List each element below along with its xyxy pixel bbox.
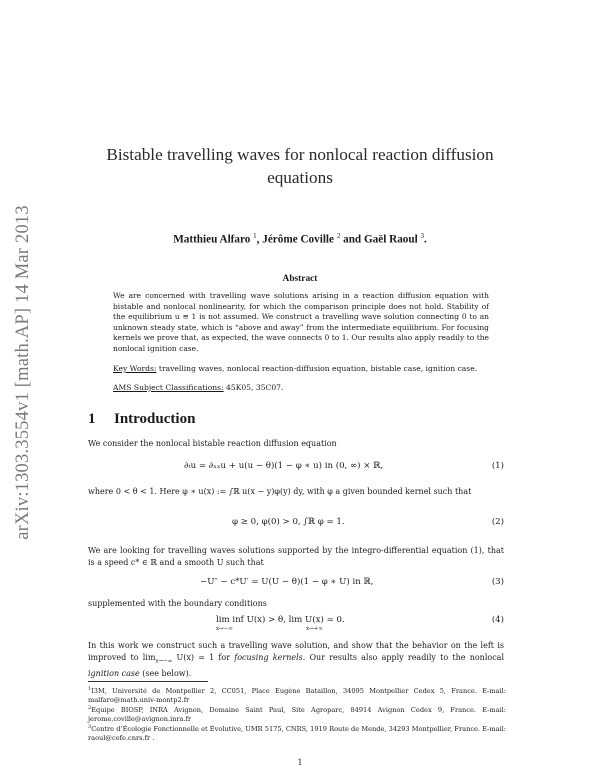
authors-separator: , — [256, 233, 263, 246]
equation-3 — [88, 577, 504, 591]
author-name: Matthieu Alfaro — [173, 233, 251, 246]
footnote-separator — [88, 681, 208, 682]
equation-4-subscript-left: x→−∞ — [216, 626, 233, 632]
equation-4-subscript-right: x→+∞ — [306, 626, 323, 632]
arxiv-identifier — [8, 180, 38, 565]
where-paragraph: where 0 < θ < 1. Here φ ∗ u(x) := ∫ℝ u(x − y)φ(y) dy, with φ a given bounded kernel such that — [88, 487, 472, 496]
equation-2-body: φ ≥ 0, φ(0) > 0, ∫ℝ φ = 1. — [232, 517, 345, 527]
footnote-mark: 3 — [88, 724, 92, 730]
ams-text: 45K05, 35C07. — [223, 383, 284, 392]
footnote-text: Equipe BIOSP, INRA Avignon, Domaine Saint Paul, Site Agroparc, 84914 Avignon Cedex 9, France. E-mail: jerome.coville@avignon.inra.fr — [88, 706, 506, 724]
equation-4-body: lim inf U(x) > θ, lim U(x) = 0. — [216, 615, 345, 625]
footnote-text: I3M, Université de Montpellier 2, CC051, Place Eugène Bataillon, 34095 Montpellier Cedex 5, France. E-mail: malfaro@math.univ-montp2.fr — [88, 687, 506, 705]
travelling-wave-paragraph: We are looking for travelling waves solutions supported by the integro-differential equation (1), that is a speed c* ∈ ℝ and a smooth U such that — [88, 546, 504, 567]
section-heading — [88, 411, 195, 428]
author-name: Jérôme Coville — [262, 233, 335, 246]
focusing-kernels-term: focusing kernels — [234, 652, 303, 662]
equation-1 — [88, 461, 504, 475]
section-number: 1 — [88, 411, 96, 427]
results-text: (see below). — [139, 669, 192, 679]
footnote — [88, 685, 506, 706]
equation-4 — [88, 615, 504, 637]
equation-1-number: (1) — [491, 461, 504, 471]
author-affiliation-mark: 1 — [253, 232, 257, 240]
equation-4-number: (4) — [491, 615, 504, 625]
author-name: Gaël Raoul — [363, 233, 418, 246]
keywords-label: Key Words: — [113, 364, 157, 373]
ams-classification — [113, 383, 513, 392]
ignition-case-term: ignition case — [88, 669, 140, 679]
keywords — [113, 364, 513, 373]
authors-line — [90, 232, 510, 246]
footnote — [88, 704, 506, 725]
equation-2 — [88, 517, 504, 531]
equation-3-number: (3) — [491, 577, 504, 587]
section-title: Introduction — [114, 411, 196, 427]
equation-1-body: ∂ₜu = ∂ₓₓu + u(u − θ)(1 − φ ∗ u) in (0, ∞) × ℝ, — [184, 461, 384, 471]
intro-paragraph: We consider the nonlocal bistable reaction diffusion equation — [88, 439, 337, 448]
arxiv-identifier-text: arXiv:1303.3554v1 [math.AP] 14 Mar 2013 — [12, 205, 33, 540]
results-text: In this work we construct such a travelling wave solution, and show that the behavior on the left is improved to lim — [88, 641, 504, 662]
results-paragraph — [88, 640, 504, 680]
author-affiliation-mark: 2 — [336, 232, 341, 240]
equation-3-body: −U″ − c*U′ = U(U − θ)(1 − φ ∗ U) in ℝ, — [200, 577, 374, 587]
authors-separator: and — [340, 233, 364, 246]
author-affiliation-mark: 3 — [420, 232, 425, 240]
equation-2-number: (2) — [491, 517, 504, 527]
limit-subscript: x→−∞ — [155, 658, 173, 665]
boundary-conditions-paragraph: supplemented with the boundary conditions — [88, 599, 267, 608]
abstract-heading: Abstract — [282, 274, 318, 284]
footnote-mark: 1 — [88, 686, 92, 692]
footnote — [88, 723, 506, 744]
authors-separator: . — [424, 233, 427, 246]
footnote-mark: 2 — [88, 705, 92, 711]
ams-label: AMS Subject Classifications: — [113, 383, 224, 392]
results-text: . Our results also apply readily to the nonlocal — [302, 652, 504, 662]
footnote-text: Centre d’Écologie Fonctionnelle et Évolutive, UMR 5175, CNRS, 1919 Route de Mende, 34293 Montpellier, France. E-mail: raoul@cefe.cnrs.fr . — [88, 725, 506, 743]
abstract-text: We are concerned with travelling wave solutions arising in a reaction diffusion equation with bistable and nonlocal nonlinearity, for which the comparison principle does not hold. Stability of the equilibrium u ≡ 1 is not assumed. We construct a travelling wave solution connecting 0 to an unknown steady state, which is “above and away” from the intermediate equilibrium. For focusing kernels we prove that, as expected, the wave connects 0 to 1. Our results also apply readily to the nonlocal ignition case. — [113, 291, 489, 353]
page-number: 1 — [297, 758, 303, 767]
paper-title: Bistable travelling waves for nonlocal reaction diffusion equations — [106, 145, 494, 187]
results-text: U(x) = 1 for — [172, 652, 235, 662]
keywords-text: travelling waves, nonlocal reaction-diffusion equation, bistable case, ignition case. — [156, 364, 478, 373]
